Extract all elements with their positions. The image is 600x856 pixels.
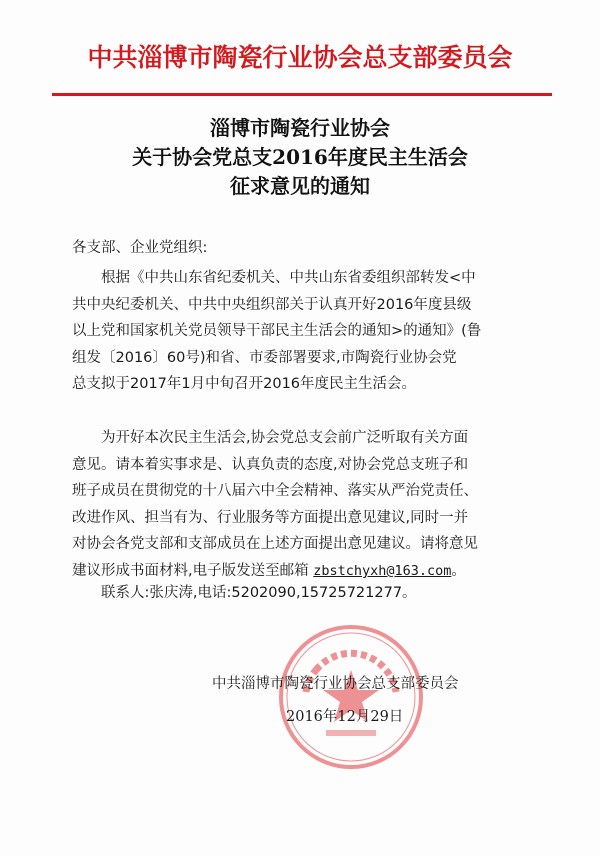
paragraph-line: 对协会各党支部和支部成员在上述方面提出意见建议。请将意见 (72, 536, 478, 553)
letterhead-red-rule (52, 93, 552, 96)
salutation: 各支部、企业党组织: (72, 240, 208, 256)
paragraph-line: 意见。请本着实事求是、认真负责的态度,对协会党总支班子和 (72, 456, 469, 473)
title-line-2: 关于协会党总支2016年度民主生活会 (132, 145, 468, 169)
email-link[interactable]: zbstchyxh@163.com (313, 562, 452, 579)
contact-info: 联系人:张庆涛,电话:5202090,15725721277。 (101, 585, 417, 601)
body-paragraph-2 (72, 425, 552, 585)
paragraph-line: 根据《中共山东省纪委机关、中共山东省委组织部转发<中 (101, 270, 476, 286)
paragraph-line: 共中央纪委机关、中共中央组织部关于认真开好2016年度县级 (72, 296, 472, 313)
signature-date: 2016年12月29日 (286, 709, 404, 725)
title-line-1: 淄博市陶瓷行业协会 (210, 116, 390, 140)
body-paragraph-1 (72, 265, 552, 398)
email-line-suffix: 。 (451, 562, 466, 579)
paragraph-line: 改进作风、担当有为、行业服务等方面提出意见建议,同时一并 (72, 509, 469, 526)
paragraph-line: 以上党和国家机关党员领导干部民主生活会的通知>的通知》(鲁 (72, 323, 482, 340)
email-line-prefix: 建议形成书面材料,电子版发送至邮箱 (72, 562, 314, 579)
paragraph-line: 总支拟于2017年1月中旬召开2016年度民主生活会。 (72, 376, 417, 393)
paragraph-line: 组发〔2016〕60号)和省、市委部署要求,市陶瓷行业协会党 (72, 349, 457, 366)
signature-organization: 中共淄博市陶瓷行业协会总支部委员会 (212, 676, 459, 692)
paragraph-line: 班子成员在贯彻党的十八届六中全会精神、落实从严治党责任、 (72, 483, 478, 500)
red-official-seal-icon (276, 622, 426, 772)
letterhead-title: 中共淄博市陶瓷行业协会总支部委员会 (87, 43, 513, 72)
title-line-3: 征求意见的通知 (230, 174, 370, 198)
paragraph-line: 为开好本次民主生活会,协会党总支会前广泛听取有关方面 (101, 430, 469, 446)
notice-title (0, 114, 600, 201)
